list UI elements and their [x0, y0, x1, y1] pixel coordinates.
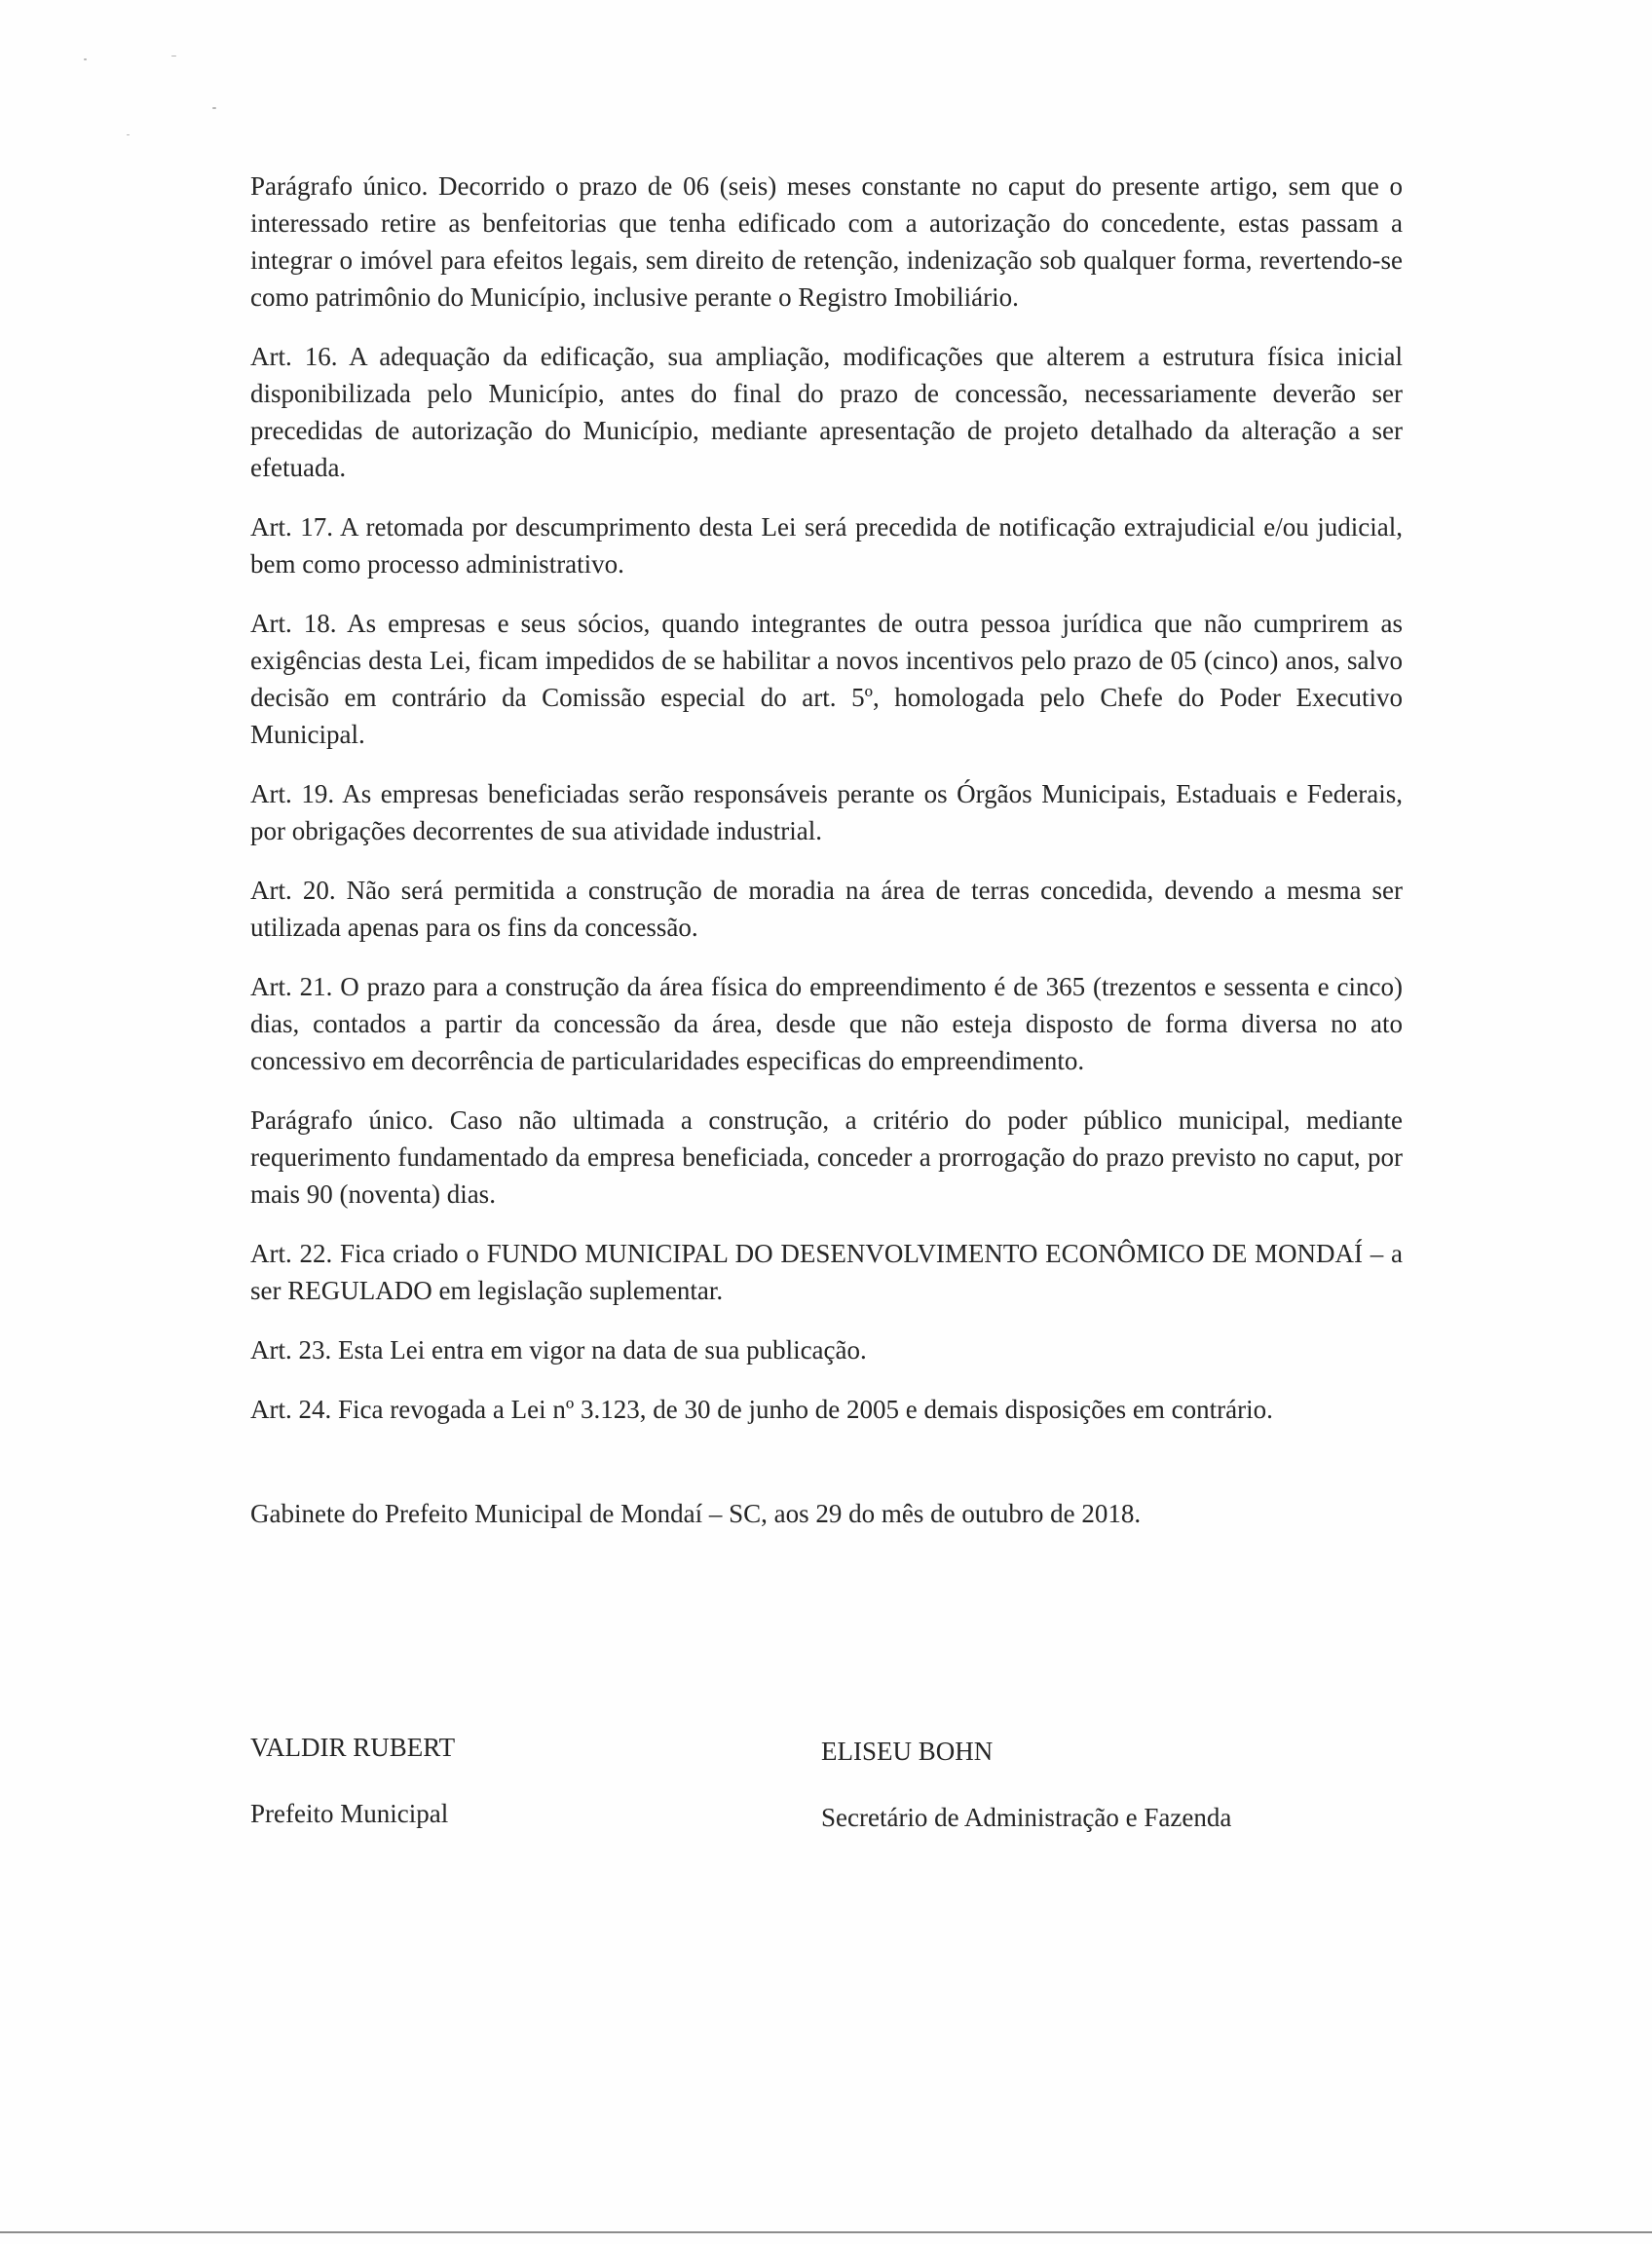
article-16: Art. 16. A adequação da edificação, sua ampliação, modificações que alterem a estrutura física inicial disponibilizada pelo Município, antes do final do prazo de concessão, necessariamente deverão ser precedidas de autorização do Município, mediante apresentação de projeto detalhado da alteração a ser efetuada.: [250, 342, 1403, 482]
scan-speck: [84, 58, 87, 60]
signatory-title: Prefeito Municipal: [250, 1799, 449, 1828]
scan-speck: [212, 107, 216, 109]
signatory-name: ELISEU BOHN: [821, 1737, 994, 1766]
scan-speck: [127, 134, 130, 135]
paragraph-unico-1: Parágrafo único. Decorrido o prazo de 06 (seis) meses constante no caput do presente artigo, sem que o interessado retire as benfeitorias que tenha edificado com a autorização do concedente, estas passam a integrar o imóvel para efeitos legais, sem direito de retenção, indenização sob qualquer forma, revertendo-se como patrimônio do Município, inclusive perante o Registro Imobiliário.: [250, 171, 1403, 312]
paragraph-unico-2: Parágrafo único. Caso não ultimada a construção, a critério do poder público municipal, mediante requerimento fundamentado da empresa beneficiada, conceder a prorrogação do prazo previsto no caput, por mais 90 (noventa) dias.: [250, 1105, 1403, 1209]
signature-block-secretary: [821, 1733, 1231, 1836]
closing-statement: Gabinete do Prefeito Municipal de Mondaí – SC, aos 29 do mês de outubro de 2018.: [250, 1499, 1142, 1528]
article-21: Art. 21. O prazo para a construção da área física do empreendimento é de 365 (trezentos e sessenta e cinco) dias, contados a partir da concessão da área, desde que não esteja disposto de forma diversa no ato concessivo em decorrência de particularidades especificas do empreendimento.: [250, 972, 1403, 1075]
article-24: Art. 24. Fica revogada a Lei nº 3.123, de 30 de junho de 2005 e demais disposições em contrário.: [250, 1395, 1273, 1424]
document-body: [250, 168, 1403, 1450]
article-23: Art. 23. Esta Lei entra em vigor na data de sua publicação.: [250, 1335, 867, 1365]
signatory-title: Secretário de Administração e Fazenda: [821, 1803, 1232, 1832]
article-20: Art. 20. Não será permitida a construção de moradia na área de terras concedida, devendo a mesma ser utilizada apenas para os fins da concessão.: [250, 876, 1403, 942]
article-19: Art. 19. As empresas beneficiadas serão responsáveis perante os Órgãos Municipais, Estaduais e Federais, por obrigações decorrentes de sua atividade industrial.: [250, 779, 1403, 845]
article-17: Art. 17. A retomada por descumprimento desta Lei será precedida de notificação extrajudicial e/ou judicial, bem como processo administrativo.: [250, 512, 1403, 579]
signature-block-mayor: [250, 1729, 455, 1832]
scan-edge-line: [0, 2231, 1652, 2233]
signatory-name: VALDIR RUBERT: [250, 1733, 456, 1762]
article-22: Art. 22. Fica criado o FUNDO MUNICIPAL DO DESENVOLVIMENTO ECONÔMICO DE MONDAÍ – a ser REGULADO em legislação suplementar.: [250, 1239, 1403, 1305]
article-18: Art. 18. As empresas e seus sócios, quando integrantes de outra pessoa jurídica que não cumprirem as exigências desta Lei, ficam impedidos de se habilitar a novos incentivos pelo prazo de 05 (cinco) anos, salvo decisão em contrário da Comissão especial do art. 5º, homologada pelo Chefe do Poder Executivo Municipal.: [250, 609, 1403, 749]
